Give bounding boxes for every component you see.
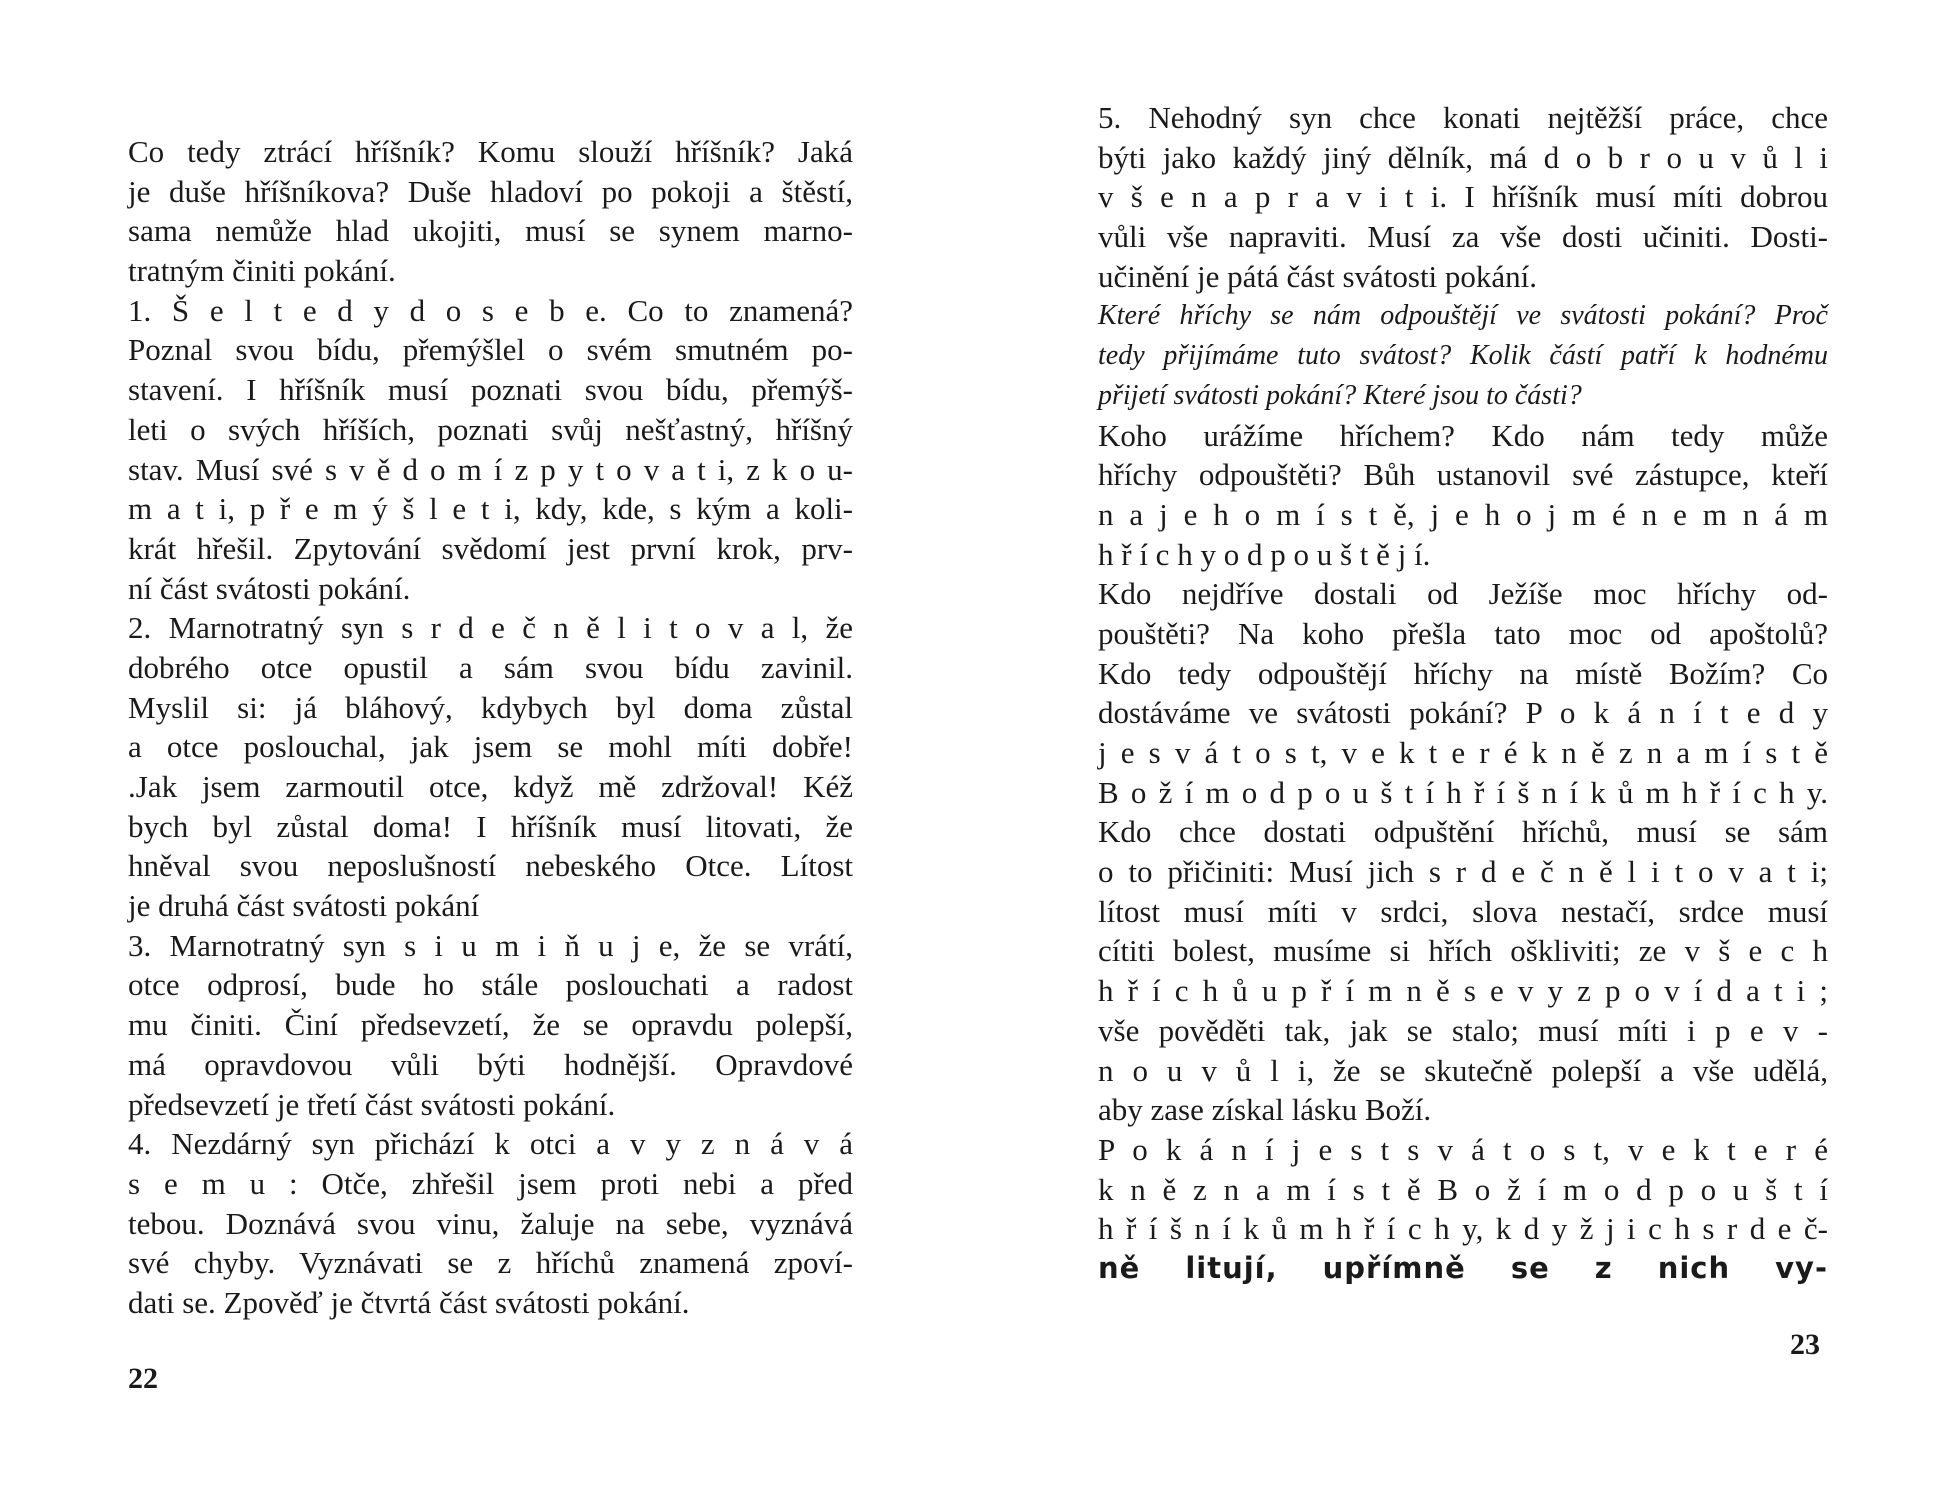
text-line: a otce poslouchal, jak jsem se mohl míti dobře! [128,729,853,765]
text-line: Co tedy ztrácí hříšník? Komu slouží hříšník? Jaká [128,134,853,169]
text-line: j e s v á t o s t, v e k t e r é k n ě z n a m í s t ě [1098,735,1828,770]
text-line: tebou. Doznává svou vinu, žaluje na sebe, vyznává [128,1205,853,1241]
text-line: h ř í c h y o d p o u š t ě j í. [1098,536,1431,572]
text-line: hněval svou neposlušností nebeského Otce. Lítost [128,848,853,884]
text-line: B o ž í m o d p o u š t í h ř í š n í k ů m h ř í c h y. [1098,774,1828,810]
text-line: vše pověděti tak, jak se stalo; musí míti i p e v - [1098,1012,1828,1048]
text-line: Kdo tedy odpouštějí hříchy na místě Božím? Co [1098,655,1828,691]
text-line: ně litují, upřímně se z nich vy- [1098,1250,1828,1285]
text-line: otce odprosí, bude ho stále poslouchati a radost [128,967,853,1003]
text-line: n o u v ů l i, že se skutečně polepší a vše udělá, [1098,1052,1828,1088]
text-line: ní část svátosti pokání. [128,570,411,606]
text-line: k n ě z n a m í s t ě B o ž í m o d p o u š t í [1098,1171,1828,1207]
text-line: krát hřešil. Zpytování svědomí jest první krok, prv- [128,530,853,566]
text-line: h ř í c h ů u p ř í m n ě s e v y z p o v í d a t i ; [1098,973,1828,1009]
right-page [1098,98,1828,1289]
text-line: je duše hříšníkova? Duše hladoví po pokoji a štěstí, [128,173,853,209]
text-line: s e m u : Otče, zhřešil jsem proti nebi a před [128,1165,853,1201]
text-line: cítiti bolest, musíme si hřích oškliviti; ze v š e c h [1098,933,1828,969]
text-line: Kdo chce dostati odpuštění hříchů, musí se sám [1098,814,1828,850]
text-line: Kdo nejdříve dostali od Ježíše moc hříchy od- [1098,576,1828,612]
text-line: leti o svých hříších, poznati svůj nešťastný, hříšný [128,411,853,447]
text-line: dostáváme ve svátosti pokání? P o k á n í t e d y [1098,695,1828,731]
text-line: v š e n a p r a v i t i. I hříšník musí míti dobrou [1098,179,1828,215]
right-page-number: 23 [1790,1328,1820,1361]
text-line: sama nemůže hlad ukojiti, musí se synem marno- [128,213,853,249]
text-line: tedy přijímáme tuto svátost? Kolik částí patří k hodnému [1098,340,1828,372]
text-line: bych byl zůstal doma! I hříšník musí litovati, že [128,808,853,844]
text-line: předsevzetí je třetí část svátosti pokání. [128,1086,616,1122]
text-line: své chyby. Vyznávati se z hříchů znamená zpoví- [128,1245,853,1281]
text-line: lítost musí míti v srdci, slova nestačí, srdce musí [1098,893,1828,929]
text-line: .Jak jsem zarmoutil otce, když mě zdržoval! Kéž [128,769,853,804]
text-line: dobrého otce opustil a sám svou bídu zavinil. [128,649,853,685]
text-line: h ř í š n í k ů m h ř í c h y, k d y ž j i c h s r d e č- [1098,1211,1828,1247]
text-line: m a t i, p ř e m ý š l e t i, kdy, kde, s kým a koli- [128,491,853,527]
text-line: býti jako každý jiný dělník, má d o b r o u v ů l i [1098,139,1828,175]
text-line: stavení. I hříšník musí poznati svou bídu, přemýš- [128,372,853,408]
left-page [128,132,853,1323]
text-line: vůli vše napraviti. Musí za vše dosti učiniti. Dosti- [1098,219,1828,255]
text-line: Které hříchy se nám odpouštějí ve svátosti pokání? Proč [1098,300,1828,332]
text-line: o to přičiniti: Musí jich s r d e č n ě l i t o v a t i; [1098,854,1828,890]
text-line: stav. Musí své s v ě d o m í z p y t o v a t i, z k o u- [128,451,853,487]
text-line: 2. Marnotratný syn s r d e č n ě l i t o v a l, že [128,610,853,646]
text-line: Poznal svou bídu, přemýšlel o svém smutném po- [128,332,853,368]
text-line: tratným činiti pokání. [128,253,396,289]
text-line: 4. Nezdárný syn přichází k otci a v y z n á v á [128,1126,853,1162]
text-line: P o k á n í j e s t s v á t o s t, v e k t e r é [1098,1131,1828,1167]
text-line: je druhá část svátosti pokání [128,888,480,924]
left-page-number: 22 [128,1362,158,1395]
text-line: mu činiti. Činí předsevzetí, že se opravdu polepší, [128,1007,853,1043]
text-line: 3. Marnotratný syn s i u m i ň u j e, že se vrátí, [128,927,853,963]
text-line: 1. Š e l t e d y d o s e b e. Co to znamená? [128,292,853,328]
text-line: má opravdovou vůli býti hodnější. Opravdové [128,1046,853,1082]
text-line: 5. Nehodný syn chce konati nejtěžší práce, chce [1098,100,1828,135]
text-line: n a j e h o m í s t ě, j e h o j m é n e m n á m [1098,496,1828,532]
text-line: učinění je pátá část svátosti pokání. [1098,258,1538,294]
text-line: Myslil si: já bláhový, kdybych byl doma zůstal [128,689,853,725]
text-line: Koho urážíme hříchem? Kdo nám tedy může [1098,417,1828,453]
text-line: dati se. Zpověď je čtvrtá část svátosti pokání. [128,1284,690,1320]
text-line: hříchy odpouštěti? Bůh ustanovil své zástupce, kteří [1098,457,1828,493]
text-line: přijetí svátosti pokání? Které jsou to části? [1098,379,1582,411]
text-line: pouštěti? Na koho přešla tato moc od apoštolů? [1098,615,1828,651]
text-line: aby zase získal lásku Boží. [1098,1092,1432,1128]
